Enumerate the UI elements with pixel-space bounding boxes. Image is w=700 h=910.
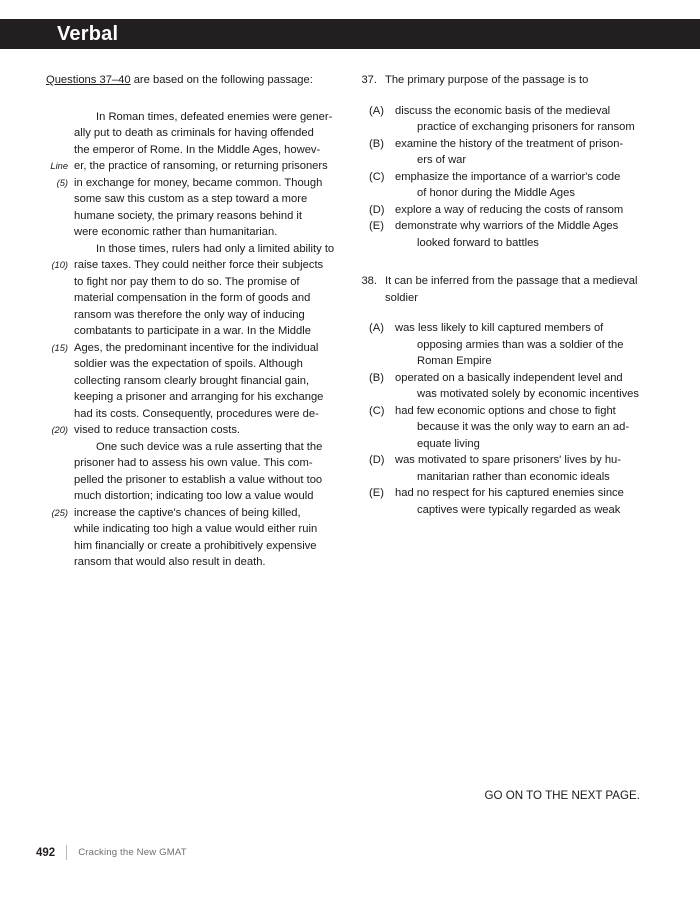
passage-column xyxy=(46,72,342,571)
answer-choice-line: of honor during the Middle Ages xyxy=(417,187,575,199)
answer-choice-line: explore a way of reducing the costs of ransom xyxy=(395,203,624,216)
passage-line xyxy=(46,208,342,225)
passage-line-text: soldier was the expectation of spoils. Although xyxy=(74,358,303,370)
passage-line xyxy=(46,323,342,340)
answer-choice-label: (C) xyxy=(369,404,385,417)
page-title: Verbal xyxy=(57,23,119,45)
question-stem xyxy=(361,72,661,89)
passage-line-text: ally put to death as criminals for having offended xyxy=(74,127,314,139)
answer-choice-line: was motivated solely by economic incentives xyxy=(417,388,639,400)
answer-choice-text xyxy=(395,370,661,403)
question-number: 37. xyxy=(361,74,377,86)
passage-line-text: ransom was therefore the only way of inducing xyxy=(74,308,305,321)
answer-choice[interactable] xyxy=(361,403,661,453)
answer-choice-label: (E) xyxy=(369,220,384,232)
passage-line-text: combatants to participate in a war. In the Middle xyxy=(74,325,311,337)
passage-line-text: had its costs. Consequently, procedures were de- xyxy=(74,407,319,420)
answer-choice-text xyxy=(395,320,661,370)
passage-line xyxy=(46,241,342,258)
passage-line-text: some saw this custom as a step toward a more xyxy=(74,193,308,205)
passage-line-number: (25) xyxy=(51,507,68,518)
answer-choice-line: emphasize the importance of a warrior's code xyxy=(395,170,621,183)
passage-line-text: vised to reduce transaction costs. xyxy=(74,424,241,436)
footer-divider xyxy=(66,845,67,860)
answer-choice-line: manitarian rather than economic ideals xyxy=(417,470,610,483)
passage-line-text: ransom that would also result in death. xyxy=(74,556,266,568)
page-footer xyxy=(36,845,187,860)
passage-line xyxy=(46,307,342,324)
answer-choice-text xyxy=(395,103,661,136)
passage-line-number: Line xyxy=(50,161,68,171)
answer-choice-line: demonstrate why warriors of the Middle Ages xyxy=(395,220,619,232)
passage-line xyxy=(46,175,342,192)
answer-choice-line: captives were typically regarded as weak xyxy=(417,503,621,516)
question-stem-text: It can be inferred from the passage that a medieval soldier xyxy=(385,275,638,304)
passage-line xyxy=(46,191,342,208)
passage-line xyxy=(46,538,342,555)
answer-choice-line: opposing armies than was a soldier of the xyxy=(417,338,624,351)
answer-choice-line: Roman Empire xyxy=(417,355,492,367)
footer-book-title: Cracking the New GMAT xyxy=(78,847,187,858)
answer-choice-line: looked forward to battles xyxy=(417,236,539,249)
answer-choice-line: was less likely to kill captured members of xyxy=(395,322,604,334)
passage-instructions xyxy=(46,72,342,89)
passage-line xyxy=(46,439,342,456)
passage-line-text: collecting ransom clearly brought financial gain, xyxy=(74,374,310,387)
passage-line-number: (15) xyxy=(51,342,68,353)
passage-line xyxy=(46,142,342,159)
passage-line-text: while indicating too high a value would either ruin xyxy=(74,523,318,535)
question-stem-text: The primary purpose of the passage is to xyxy=(385,74,589,86)
answer-choice-text xyxy=(395,218,661,251)
passage-line xyxy=(46,373,342,390)
passage-line xyxy=(46,488,342,505)
questions-column xyxy=(361,72,661,540)
answer-choice[interactable] xyxy=(361,320,661,370)
footer-page-number: 492 xyxy=(36,846,56,859)
passage-line-text: In Roman times, defeated enemies were gener- xyxy=(96,110,333,123)
question-block xyxy=(361,72,661,251)
answer-choice-line: equate living xyxy=(417,437,480,450)
passage-line-text: pelled the prisoner to establish a value without too xyxy=(74,473,323,486)
answer-choice[interactable] xyxy=(361,370,661,403)
answer-choice-line: had no respect for his captured enemies since xyxy=(395,487,624,499)
answer-choice-list xyxy=(361,103,661,252)
passage-line-number: (20) xyxy=(51,425,68,435)
answer-choice-label: (B) xyxy=(369,371,384,384)
passage-line xyxy=(46,356,342,373)
answer-choice-line: discuss the economic basis of the medieval xyxy=(395,104,611,117)
answer-choice[interactable] xyxy=(361,485,661,518)
answer-choice-text xyxy=(395,169,661,202)
question-stem xyxy=(361,273,661,306)
answer-choice-line: operated on a basically independent level and xyxy=(395,371,623,384)
passage-line-text: increase the captive's chances of being killed, xyxy=(74,506,301,519)
passage-line xyxy=(46,455,342,472)
answer-choice-text xyxy=(395,452,661,485)
answer-choice-line: because it was the only way to earn an ad- xyxy=(417,421,630,433)
answer-choice-label: (C) xyxy=(369,170,385,183)
passage-line xyxy=(46,389,342,406)
questions-range-label: Questions 37–40 xyxy=(46,74,131,86)
question-number: 38. xyxy=(361,275,377,287)
answer-choice-label: (E) xyxy=(369,487,384,499)
answer-choice[interactable] xyxy=(361,452,661,485)
passage-line xyxy=(46,109,342,126)
answer-choice-text xyxy=(395,202,661,219)
passage-line xyxy=(46,274,342,291)
answer-choice[interactable] xyxy=(361,169,661,202)
question-block xyxy=(361,273,661,518)
passage-line-text: In those times, rulers had only a limited ability to xyxy=(96,242,335,255)
passage-line xyxy=(46,340,342,357)
go-on-notice: GO ON TO THE NEXT PAGE. xyxy=(484,789,640,802)
answer-choice-line: ers of war xyxy=(417,154,467,166)
answer-choice-line: was motivated to spare prisoners' lives by hu- xyxy=(395,454,621,466)
passage-line-number: (5) xyxy=(56,177,68,188)
answer-choice-label: (B) xyxy=(369,137,384,150)
passage-line-number: (10) xyxy=(51,260,68,270)
passage-line xyxy=(46,125,342,142)
passage-line-text: keeping a prisoner and arranging for his exchange xyxy=(74,391,324,403)
answer-choice-line: examine the history of the treatment of prison- xyxy=(395,137,624,150)
passage-line-text: raise taxes. They could neither force their subjects xyxy=(74,259,324,271)
passage-line-text: material compensation in the form of goods and xyxy=(74,292,311,304)
passage-line xyxy=(46,521,342,538)
passage-line xyxy=(46,505,342,522)
answer-choice-line: practice of exchanging prisoners for ransom xyxy=(417,121,635,133)
answer-choice[interactable] xyxy=(361,202,661,219)
passage-line xyxy=(46,406,342,423)
section-header-bar xyxy=(0,19,700,49)
passage-line-text: much distortion; indicating too low a value would xyxy=(74,490,314,502)
answer-choice-label: (D) xyxy=(369,454,385,466)
answer-choice-text xyxy=(395,403,661,453)
passage-line-text: to fight nor pay them to do so. The promise of xyxy=(74,275,300,288)
passage-line-text: prisoner had to assess his own value. This com- xyxy=(74,457,313,469)
answer-choice-text xyxy=(395,136,661,169)
answer-choice[interactable] xyxy=(361,218,661,251)
passage-line-text: the emperor of Rome. In the Middle Ages, howev- xyxy=(74,143,321,156)
passage-line xyxy=(46,422,342,439)
passage-line xyxy=(46,158,342,175)
answer-choice[interactable] xyxy=(361,136,661,169)
passage-line xyxy=(46,290,342,307)
answer-choice-label: (D) xyxy=(369,203,385,216)
passage-line-text: him financially or create a prohibitively expensive xyxy=(74,539,317,552)
passage-line xyxy=(46,224,342,241)
answer-choice-label: (A) xyxy=(369,322,384,334)
passage-text xyxy=(46,109,342,571)
passage-line xyxy=(46,554,342,571)
passage-line-text: Ages, the predominant incentive for the individual xyxy=(74,341,319,354)
answer-choice-list xyxy=(361,320,661,518)
passage-line xyxy=(46,257,342,274)
passage-line xyxy=(46,472,342,489)
answer-choice-text xyxy=(395,485,661,518)
passage-line-text: One such device was a rule asserting that the xyxy=(96,440,323,453)
passage-line-text: er, the practice of ransoming, or returning prisoners xyxy=(74,160,328,172)
passage-line-text: humane society, the primary reasons behind it xyxy=(74,209,303,222)
answer-choice-label: (A) xyxy=(369,104,384,117)
answer-choice[interactable] xyxy=(361,103,661,136)
passage-instructions-rest: are based on the following passage: xyxy=(130,74,313,86)
passage-line-text: in exchange for money, became common. Though xyxy=(74,176,323,189)
answer-choice-line: had few economic options and chose to fight xyxy=(395,404,616,417)
passage-line-text: were economic rather than humanitarian. xyxy=(74,226,278,238)
